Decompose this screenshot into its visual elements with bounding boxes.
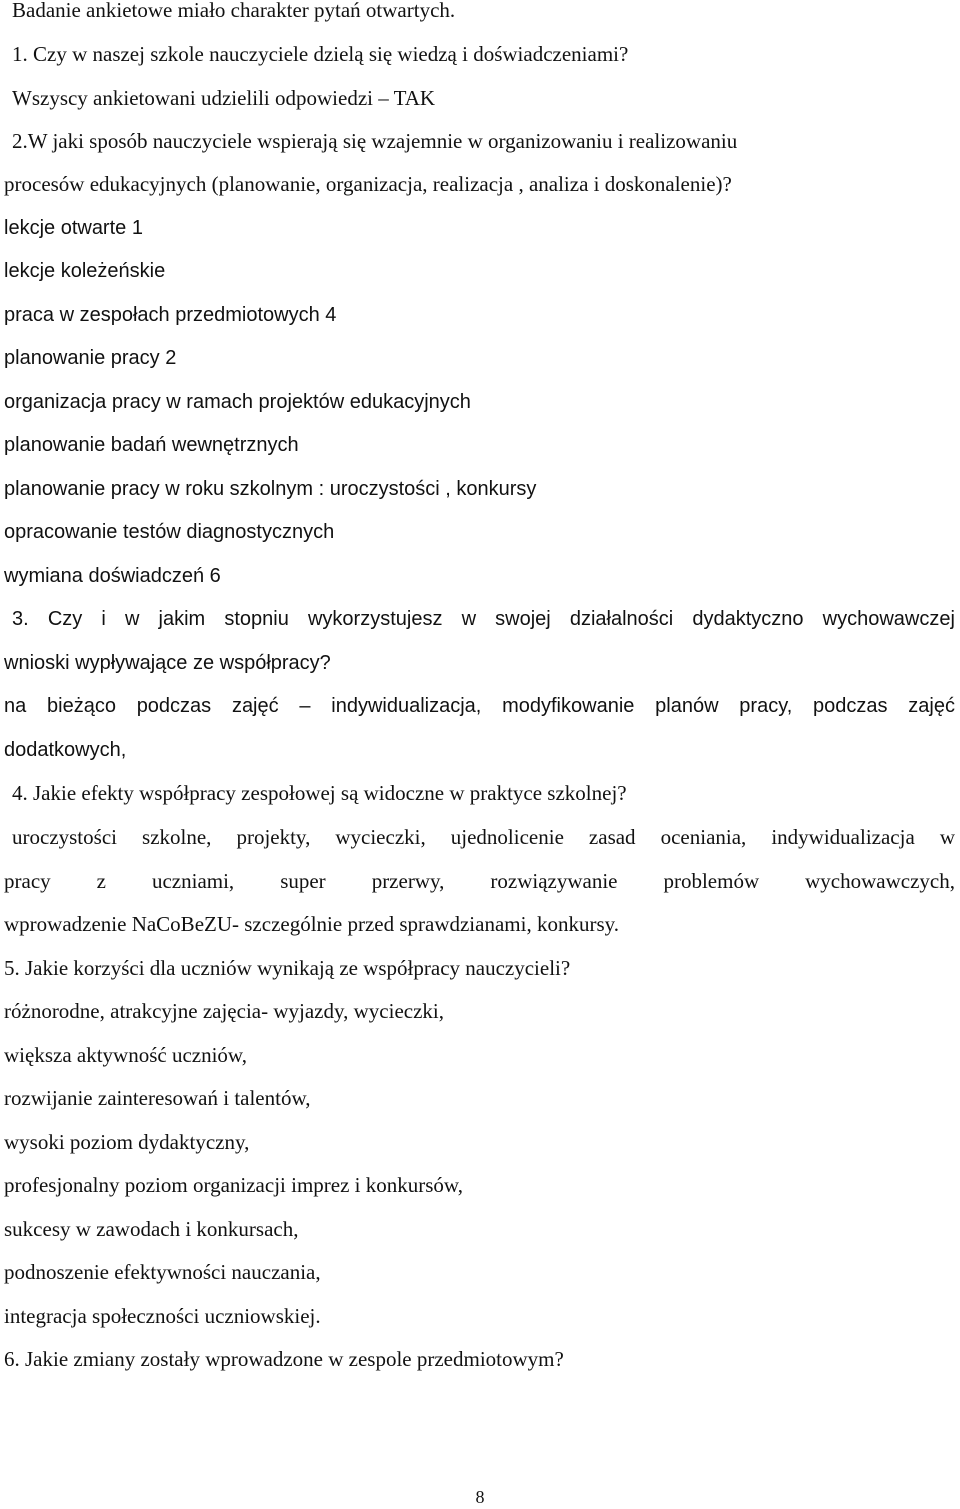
answer-5-item: rozwijanie zainteresowań i talentów, bbox=[4, 1086, 311, 1110]
word: Czy bbox=[47, 608, 83, 630]
answer-4-line-2 bbox=[4, 869, 955, 893]
answer-2-item: planowanie pracy w roku szkolnym : uroczystości , konkursy bbox=[4, 478, 537, 500]
answer-5-item: podnoszenie efektywności nauczania, bbox=[4, 1260, 321, 1284]
answer-5-item: różnorodne, atrakcyjne zajęcia- wyjazdy, wycieczki, bbox=[4, 999, 444, 1023]
word: w bbox=[124, 608, 140, 630]
question-3-line-1 bbox=[12, 607, 955, 631]
word: podczas bbox=[136, 695, 212, 717]
word: rozwiązywanie bbox=[490, 869, 618, 893]
intro-text: Badanie ankietowe miało charakter pytań otwartych. bbox=[12, 0, 456, 22]
word: wycieczki, bbox=[335, 825, 426, 849]
word: stopniu bbox=[224, 608, 289, 630]
word: uczniami, bbox=[151, 869, 235, 893]
word: zajęć bbox=[908, 695, 955, 717]
word: wychowawczych, bbox=[805, 869, 955, 893]
answer-1: Wszyscy ankietowani udzielili odpowiedzi – TAK bbox=[12, 86, 436, 110]
word: projekty, bbox=[236, 825, 311, 849]
word: – bbox=[299, 695, 311, 717]
answer-2-item: planowanie badań wewnętrznych bbox=[4, 434, 299, 456]
question-3-line-2: wnioski wypływające ze współpracy? bbox=[4, 652, 331, 674]
word: w bbox=[461, 608, 477, 630]
answer-3-line-2: dodatkowych, bbox=[4, 739, 127, 761]
word: 3. bbox=[12, 608, 29, 630]
question-4: 4. Jakie efekty współpracy zespołowej są widoczne w praktyce szkolnej? bbox=[12, 781, 627, 805]
word: zajęć bbox=[231, 695, 279, 717]
answer-3-line-1 bbox=[4, 694, 955, 718]
word: dydaktyczno bbox=[692, 608, 804, 630]
word: jakim bbox=[158, 608, 206, 630]
page-number: 8 bbox=[475, 1487, 485, 1507]
word: wychowawczej bbox=[822, 608, 955, 630]
word: indywidualizacja, bbox=[331, 695, 482, 717]
word: super bbox=[280, 869, 326, 893]
question-6: 6. Jakie zmiany zostały wprowadzone w zespole przedmiotowym? bbox=[4, 1347, 564, 1371]
word: wykorzystujesz bbox=[307, 608, 443, 630]
word: oceniania, bbox=[660, 825, 747, 849]
word: w bbox=[939, 825, 955, 849]
answer-5-item: wysoki poziom dydaktyczny, bbox=[4, 1130, 250, 1154]
question-1: 1. Czy w naszej szkole nauczyciele dzielą się wiedzą i doświadczeniami? bbox=[12, 42, 629, 66]
answer-5-item: integracja społeczności uczniowskiej. bbox=[4, 1304, 321, 1328]
answer-2-item: praca w zespołach przedmiotowych 4 bbox=[4, 304, 337, 326]
answer-5-item: większa aktywność uczniów, bbox=[4, 1043, 247, 1067]
answer-2-item: planowanie pracy 2 bbox=[4, 347, 177, 369]
word: zasad bbox=[588, 825, 636, 849]
word: modyfikowanie bbox=[502, 695, 635, 717]
answer-5-item: sukcesy w zawodach i konkursach, bbox=[4, 1217, 299, 1241]
word: działalności bbox=[569, 608, 674, 630]
word: planów bbox=[655, 695, 719, 717]
answer-4-line-3: wprowadzenie NaCoBeZU- szczególnie przed sprawdzianami, konkursy. bbox=[4, 912, 619, 936]
word: z bbox=[96, 869, 106, 893]
question-2-line-2: procesów edukacyjnych (planowanie, organizacja, realizacja , analiza i doskonalenie)? bbox=[4, 172, 732, 196]
word: i bbox=[101, 608, 106, 630]
answer-2-item: lekcje koleżeńskie bbox=[4, 260, 166, 282]
answer-2-item: opracowanie testów diagnostycznych bbox=[4, 521, 335, 543]
answer-2-item: organizacja pracy w ramach projektów edukacyjnych bbox=[4, 391, 471, 413]
answer-4-line-1 bbox=[12, 825, 955, 849]
word: przerwy, bbox=[371, 869, 445, 893]
word: uroczystości bbox=[12, 825, 117, 849]
answer-2-item: wymiana doświadczeń 6 bbox=[4, 565, 221, 587]
question-5: 5. Jakie korzyści dla uczniów wynikają ze współpracy nauczycieli? bbox=[4, 956, 571, 980]
question-2-line-1: 2.W jaki sposób nauczyciele wspierają się wzajemnie w organizowaniu i realizowaniu bbox=[12, 129, 738, 153]
word: pracy bbox=[4, 869, 51, 893]
word: bieżąco bbox=[47, 695, 116, 717]
answer-5-item: profesjonalny poziom organizacji imprez i konkursów, bbox=[4, 1173, 463, 1197]
word: indywidualizacja bbox=[771, 825, 915, 849]
word: podczas bbox=[813, 695, 888, 717]
word: ujednolicenie bbox=[450, 825, 564, 849]
answer-2-item: lekcje otwarte 1 bbox=[4, 217, 143, 239]
word: szkolne, bbox=[142, 825, 212, 849]
word: problemów bbox=[663, 869, 760, 893]
word: swojej bbox=[495, 608, 551, 630]
word: na bbox=[4, 695, 27, 717]
word: pracy, bbox=[739, 695, 793, 717]
